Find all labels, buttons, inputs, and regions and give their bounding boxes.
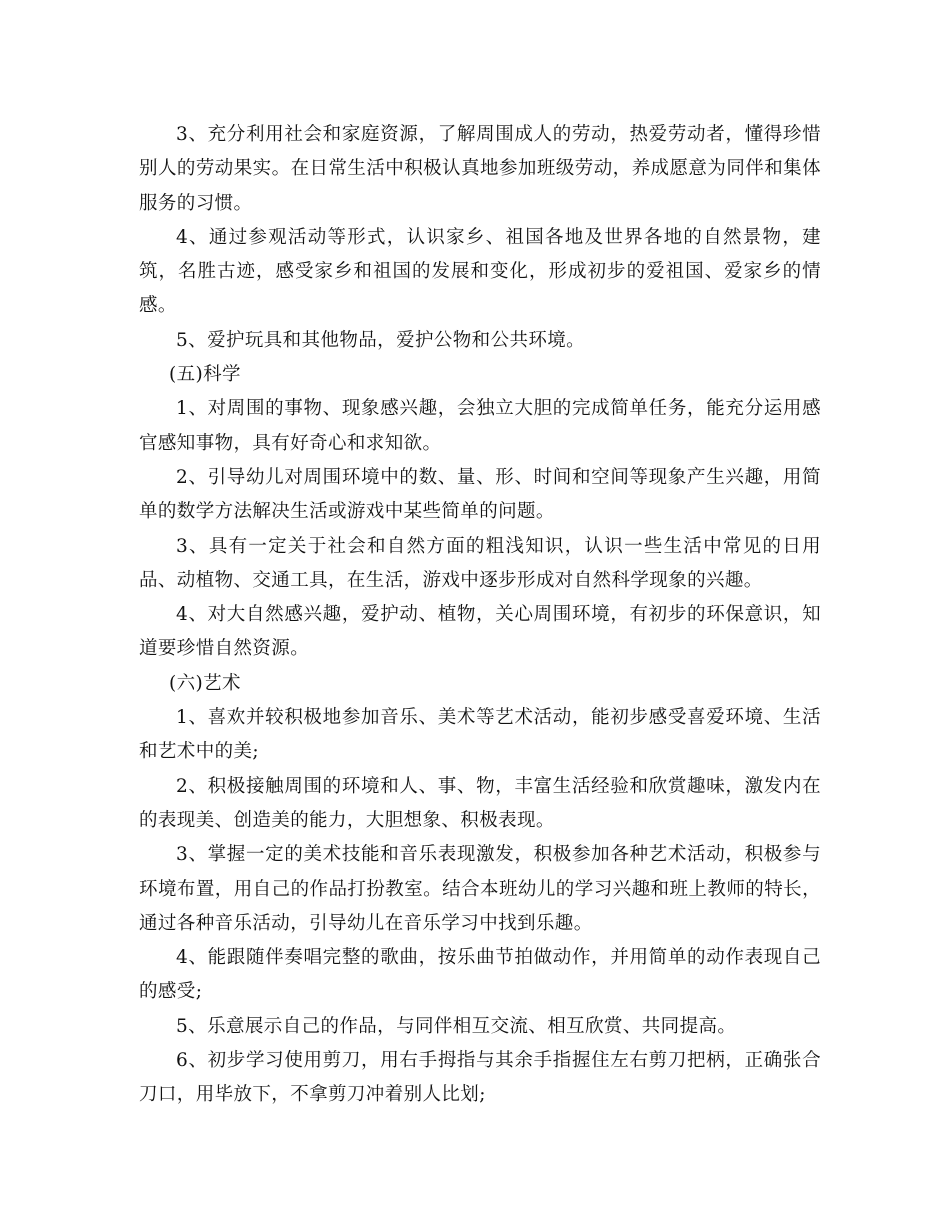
section-heading-art: (六)艺术 [169,672,241,694]
paragraph-social-5: 5、爱护玩具和其他物品，爱护公物和公共环境。 [176,329,586,351]
document-body [139,118,821,1113]
paragraph-art-6: 6、初步学习使用剪刀，用右手拇指与其余手指握住左右剪刀把柄，正确张合刀口，用毕放下，不拿剪刀冲着别人比划; [139,1050,821,1106]
paragraph-art-5: 5、乐意展示自己的作品，与同伴相互交流、相互欣赏、共同提高。 [176,1015,737,1037]
paragraph-art-3: 3、掌握一定的美术技能和音乐表现激发，积极参加各种艺术活动，积极参与环境布置，用自己的作品打扮教室。结合本班幼儿的学习兴趣和班上教师的特长，通过各种音乐活动，引导幼儿在音乐学习中找到乐趣。 [139,844,821,934]
paragraph-science-2: 2、引导幼儿对周围环境中的数、量、形、时间和空间等现象产生兴趣，用简单的数学方法解决生活或游戏中某些简单的问题。 [139,466,821,523]
paragraph-social-3: 3、充分利用社会和家庭资源，了解周围成人的劳动，热爱劳动者，懂得珍惜别人的劳动果实。在日常生活中积极认真地参加班级劳动，养成愿意为同伴和集体服务的习惯。 [139,124,821,214]
section-heading-science: (五)科学 [169,364,241,386]
paragraph-art-1: 1、喜欢并较积极地参加音乐、美术等艺术活动，能初步感受喜爱环境、生活和艺术中的美; [139,707,821,763]
paragraph-science-1: 1、对周围的事物、现象感兴趣，会独立大胆的完成简单任务，能充分运用感官感知事物，具有好奇心和求知欲。 [139,398,821,454]
paragraph-art-4: 4、能跟随伴奏唱完整的歌曲，按乐曲节拍做动作，并用简单的动作表现自己的感受; [139,947,821,1003]
paragraph-social-4: 4、通过参观活动等形式，认识家乡、祖国各地及世界各地的自然景物，建筑，名胜古迹，感受家乡和祖国的发展和变化，形成初步的爱祖国、爱家乡的情感。 [139,226,821,317]
paragraph-science-4: 4、对大自然感兴趣，爱护动、植物，关心周围环境，有初步的环保意识，知道要珍惜自然资源。 [139,604,821,660]
paragraph-science-3: 3、具有一定关于社会和自然方面的粗浅知识，认识一些生活中常见的日用品、动植物、交通工具，在生活，游戏中逐步形成对自然科学现象的兴趣。 [139,535,821,591]
paragraph-art-2: 2、积极接触周围的环境和人、事、物，丰富生活经验和欣赏趣味，激发内在的表现美、创造美的能力，大胆想象、积极表现。 [139,775,821,831]
